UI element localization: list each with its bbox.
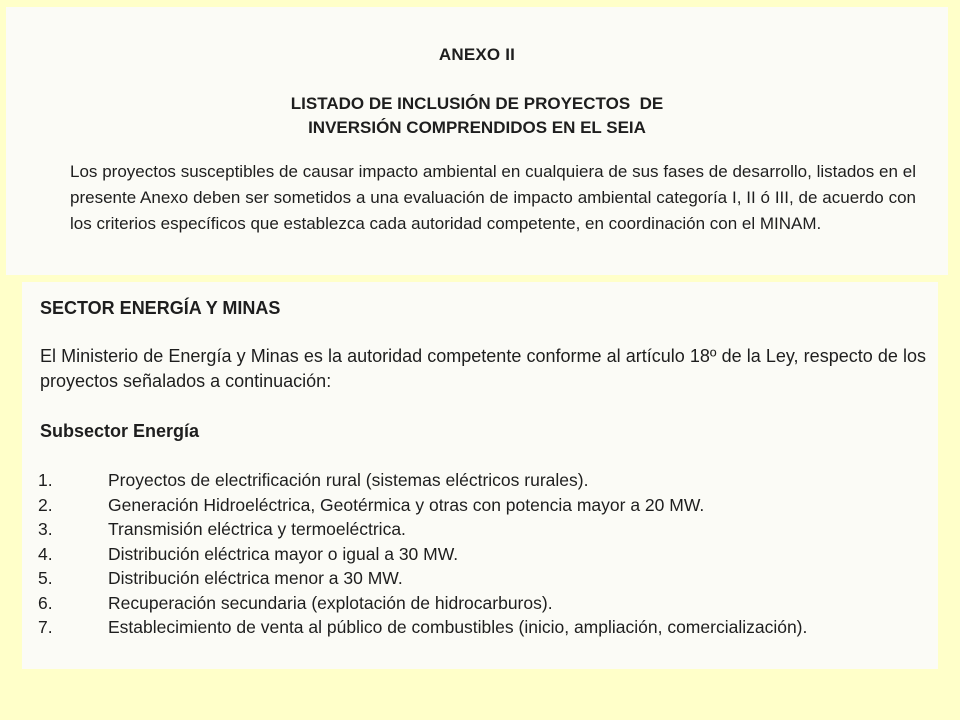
project-list xyxy=(38,468,924,640)
listado-title xyxy=(6,92,948,140)
annex-header-scan xyxy=(6,7,948,275)
list-item-number: 3. xyxy=(38,519,53,539)
list-item xyxy=(38,517,924,542)
list-item-text: Recuperación secundaria (explotación de hidrocarburos). xyxy=(108,592,553,613)
list-item-number: 7. xyxy=(38,617,53,637)
listado-title-line1: LISTADO DE INCLUSIÓN DE PROYECTOS DE xyxy=(290,94,664,113)
list-item-text: Establecimiento de venta al público de combustibles (inicio, ampliación, comercialización). xyxy=(108,617,808,637)
list-item-text: Distribución eléctrica menor a 30 MW. xyxy=(108,568,403,588)
list-item-text: Proyectos de electrificación rural (sistemas eléctricos rurales). xyxy=(108,470,589,490)
intro-paragraph: Los proyectos susceptibles de causar impacto ambiental en cualquiera de sus fases de desarrollo, listados en el presente Anexo deben ser sometidos a una evaluación de impacto ambiental categoría I, II ó III, de acuerdo con los criterios específicos que establezca cada autoridad competente, en coordinación con el MINAM. xyxy=(70,162,916,233)
list-item xyxy=(38,615,924,640)
sector-scan xyxy=(22,282,938,669)
list-item xyxy=(38,566,924,591)
list-item xyxy=(38,468,924,493)
anexo-title: ANEXO II xyxy=(438,45,516,64)
list-item-number: 5. xyxy=(38,568,53,588)
list-item xyxy=(38,591,924,616)
listado-title-line2: INVERSIÓN COMPRENDIDOS EN EL SEIA xyxy=(308,118,646,137)
list-item-text: Distribución eléctrica mayor o igual a 30 MW. xyxy=(108,543,459,564)
ministerio-paragraph: El Ministerio de Energía y Minas es la autoridad competente conforme al artículo 18º de la Ley, respecto de los proyectos señalados a continuación: xyxy=(40,346,926,391)
subsector-title: Subsector Energía xyxy=(40,421,200,441)
list-item-number: 2. xyxy=(38,494,53,515)
list-item-number: 1. xyxy=(38,470,53,490)
list-item xyxy=(38,493,924,518)
sector-title: SECTOR ENERGÍA Y MINAS xyxy=(40,298,281,318)
list-item-number: 4. xyxy=(38,543,53,564)
list-item-number: 6. xyxy=(38,592,53,613)
list-item-text: Transmisión eléctrica y termoeléctrica. xyxy=(108,519,406,539)
list-item-text: Generación Hidroeléctrica, Geotérmica y otras con potencia mayor a 20 MW. xyxy=(108,494,705,515)
list-item xyxy=(38,542,924,567)
